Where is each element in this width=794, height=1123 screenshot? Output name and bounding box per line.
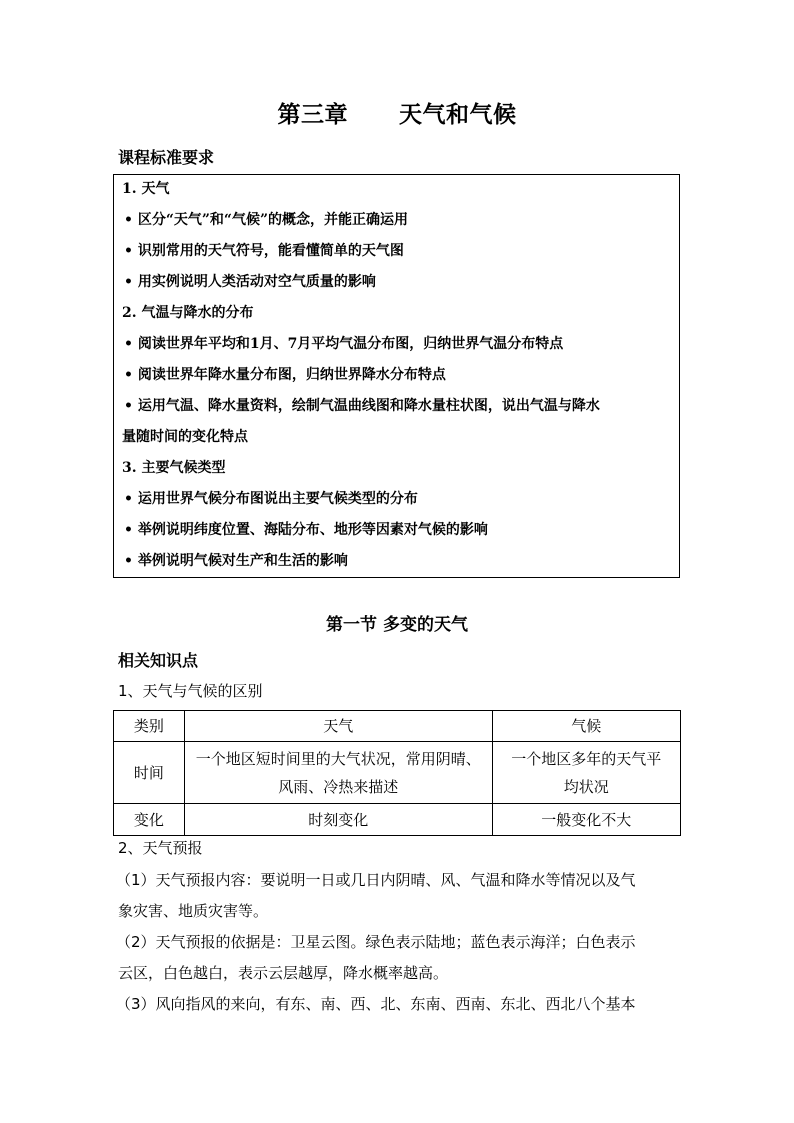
table-header-cell: 天气 <box>184 711 492 742</box>
paragraph-line: 象灾害、地质灾害等。 <box>118 902 269 920</box>
chapter-title: 第三章 天气和气候 <box>277 101 517 128</box>
standard-topic-1: 1. 天气 <box>122 181 170 197</box>
standard-item: • 运用气温、降水量资料，绘制气温曲线图和降水量柱状图，说出气温与降水 <box>124 398 600 414</box>
table-row <box>114 804 681 836</box>
standard-item: • 阅读世界年平均和1月、7月平均气温分布图，归纳世界气温分布特点 <box>124 336 564 352</box>
paragraph-line: （2）天气预报的依据是：卫星云图。绿色表示陆地；蓝色表示海洋；白色表示 <box>116 933 636 951</box>
knowledge-item-1: 1、天气与气候的区别 <box>118 682 263 700</box>
paragraph-line: （1）天气预报内容：要说明一日或几日内阴晴、风、气温和降水等情况以及气 <box>116 871 636 889</box>
standard-item: • 识别常用的天气符号，能看懂简单的天气图 <box>124 243 404 259</box>
table-cell: 一个地区短时间里的大气状况，常用阴晴、风雨、冷热来描述 <box>184 742 492 804</box>
section-title: 第一节 多变的天气 <box>326 615 468 635</box>
standard-item: • 区分“天气”和“气候”的概念，并能正确运用 <box>124 212 409 228</box>
standard-item: • 运用世界气候分布图说出主要气候类型的分布 <box>124 491 418 507</box>
standards-box <box>113 174 680 578</box>
knowledge-item-2: 2、天气预报 <box>118 839 203 857</box>
table-row <box>114 742 681 804</box>
standard-topic-3: 3. 主要气候类型 <box>122 460 226 476</box>
table-header-cell: 气候 <box>492 711 680 742</box>
standard-item-continued: 量随时间的变化特点 <box>122 429 248 445</box>
table-header-row <box>114 711 681 742</box>
standards-heading: 课程标准要求 <box>118 148 215 167</box>
paragraph-line: （3）风向指风的来向，有东、南、西、北、东南、西南、东北、西北八个基本 <box>116 995 636 1013</box>
standard-item: • 举例说明纬度位置、海陆分布、地形等因素对气候的影响 <box>124 522 488 538</box>
standard-topic-2: 2. 气温与降水的分布 <box>122 305 254 321</box>
paragraph-line: 云区，白色越白，表示云层越厚，降水概率越高。 <box>118 964 449 982</box>
standard-item: • 阅读世界年降水量分布图，归纳世界降水分布特点 <box>124 367 446 383</box>
weather-climate-table <box>113 710 681 836</box>
table-cell: 一般变化不大 <box>492 804 680 836</box>
standard-item: • 举例说明气候对生产和生活的影响 <box>124 553 348 569</box>
table-cell: 时刻变化 <box>184 804 492 836</box>
table-cell: 变化 <box>114 804 185 836</box>
table-header-cell: 类别 <box>114 711 185 742</box>
table-cell: 时间 <box>114 742 185 804</box>
knowledge-heading: 相关知识点 <box>118 651 199 670</box>
table-cell: 一个地区多年的天气平均状况 <box>492 742 680 804</box>
standard-item: • 用实例说明人类活动对空气质量的影响 <box>124 274 376 290</box>
